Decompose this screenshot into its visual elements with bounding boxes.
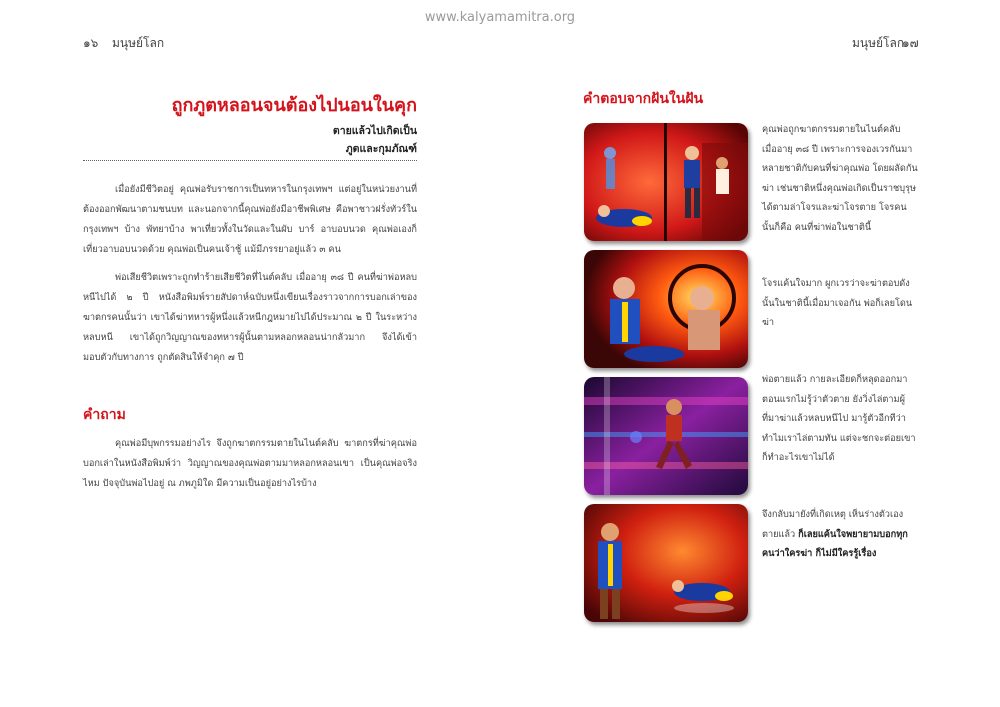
answer-heading: คำตอบจากฝันในฝัน: [583, 91, 704, 107]
site-url: www.kalyamamitra.org: [424, 10, 576, 25]
paragraph-1: เมื่อยังมีชีวิตอยู่ คุณพ่อรับราชการเป็นทหารในกรุงเทพฯ แต่อยู่ในหน่วยงานที่ต้องออกพัฒนาตามชนบท และนอกจากนี้คุณพ่อยังมีอาชีพพิเศษ คือพาชาวฝรั่งทัวร์ในกรุงเทพฯ บ้าง พัทยาบ้าง พาเที่ยวทั้งในวัดและในผับ บาร์ อาบอบนวด คุณพ่อเองก็เที่ยวอาบอบนวดด้วย คุณพ่อเป็นคนเจ้าชู้ แม้มีภรรยาอยู่แล้ว ๓ คน: [83, 184, 417, 255]
caption-4-plain: จึงกลับมายังที่เกิดเหตุ เห็นร่างตัวเองตายแล้ว: [762, 509, 904, 540]
left-page-number: ๑๖: [83, 36, 99, 50]
subtitle-line-1: ตายแล้วไปเกิดเป็น: [332, 125, 417, 137]
caption-2: โจรแค้นใจมาก ผูกเวรว่าจะฆ่าตอบดังนั้นในชาตินี้เมื่อมาเจอกัน พ่อก็เลยโดนฆ่า: [762, 278, 913, 328]
illustration-chase: [584, 377, 748, 495]
illustration-murder-scene: [584, 123, 748, 241]
left-running-head: มนุษย์โลก: [112, 36, 165, 50]
question-text: คุณพ่อมีบุพกรรมอย่างไร จึงถูกฆาตกรรมตายในไนต์คลับ ฆาตกรที่ฆ่าคุณพ่อบอกเล่าในหนังสือพิมพ์ว่า วิญญาณของคุณพ่อตามมาหลอกหลอนเขา เป็นคุณพ่อจริงไหม ปัจจุบันพ่อไปอยู่ ณ ภพภูมิใด มีความเป็นอยู่อย่างไรบ้าง: [83, 438, 417, 489]
subtitle-line-2: ภูตและกุมภัณฑ์: [345, 143, 417, 155]
illustration-revenge-vow: [584, 250, 748, 368]
right-page-number: ๑๗: [902, 36, 919, 50]
question-heading: คำถาม: [83, 407, 126, 423]
caption-4-bold: ก็เลยแค้นใจพยายามบอกทุกคนว่าใครฆ่า ก็ไม่มีใครรู้เรื่อง: [762, 528, 908, 559]
right-running-head: มนุษย์โลก: [852, 36, 905, 50]
paragraph-2: พ่อเสียชีวิตเพราะถูกทำร้ายเสียชีวิตที่ไนต์คลับ เมื่ออายุ ๓๘ ปี คนที่ฆ่าพ่อหลบหนีไปได้ ๒ ปี หนังสือพิมพ์รายสัปดาห์ฉบับหนึ่งเขียนเรื่องราวจากการบอกเล่าของฆาตกรคนนั้นว่า เขาได้ฆ่าทหารผู้หนึ่งแล้วหนีกฎหมายไปได้ประมาณ ๒ ปี ในระหว่างหลบหนี เขาได้ถูกวิญญาณของทหารผู้นั้นตามหลอกหลอนน่ากลัวมาก จึงได้เข้ามอบตัวกับทางการ ถูกตัดสินให้จำคุก ๗ ปี: [83, 272, 417, 363]
caption-1: คุณพ่อถูกฆาตกรรมตายในไนต์คลับ เมื่ออายุ ๓๘ ปี เพราะการจองเวรกันมาหลายชาติกับคนที่ฆ่าคุณพ่อ โดยผลัดกันฆ่า เช่นชาติหนึ่งคุณพ่อเกิดเป็นราชบุรุษ ได้ตามล่าโจรและฆ่าโจรตาย โจรคนนั้นก็คือ คนที่ฆ่าพ่อในชาตินี้: [762, 124, 918, 233]
article-title: ถูกภูตหลอนจนต้องไปนอนในคุก: [171, 95, 417, 116]
dotted-divider: [83, 160, 417, 161]
caption-3: พ่อตายแล้ว กายละเอียดก็หลุดออกมาตอนแรกไม่รู้ว่าตัวตาย ยังวิ่งไล่ตามผู้ที่มาฆ่าแล้วหลบหนีไป มารู้ตัวอีกทีว่าทำไมเราไล่ตามทัน แต่จะชกจะต่อยเขาก็ทำอะไรเขาไม่ได้: [762, 374, 916, 463]
illustration-return-to-scene: [584, 504, 748, 622]
caption-4: [762, 505, 918, 564]
